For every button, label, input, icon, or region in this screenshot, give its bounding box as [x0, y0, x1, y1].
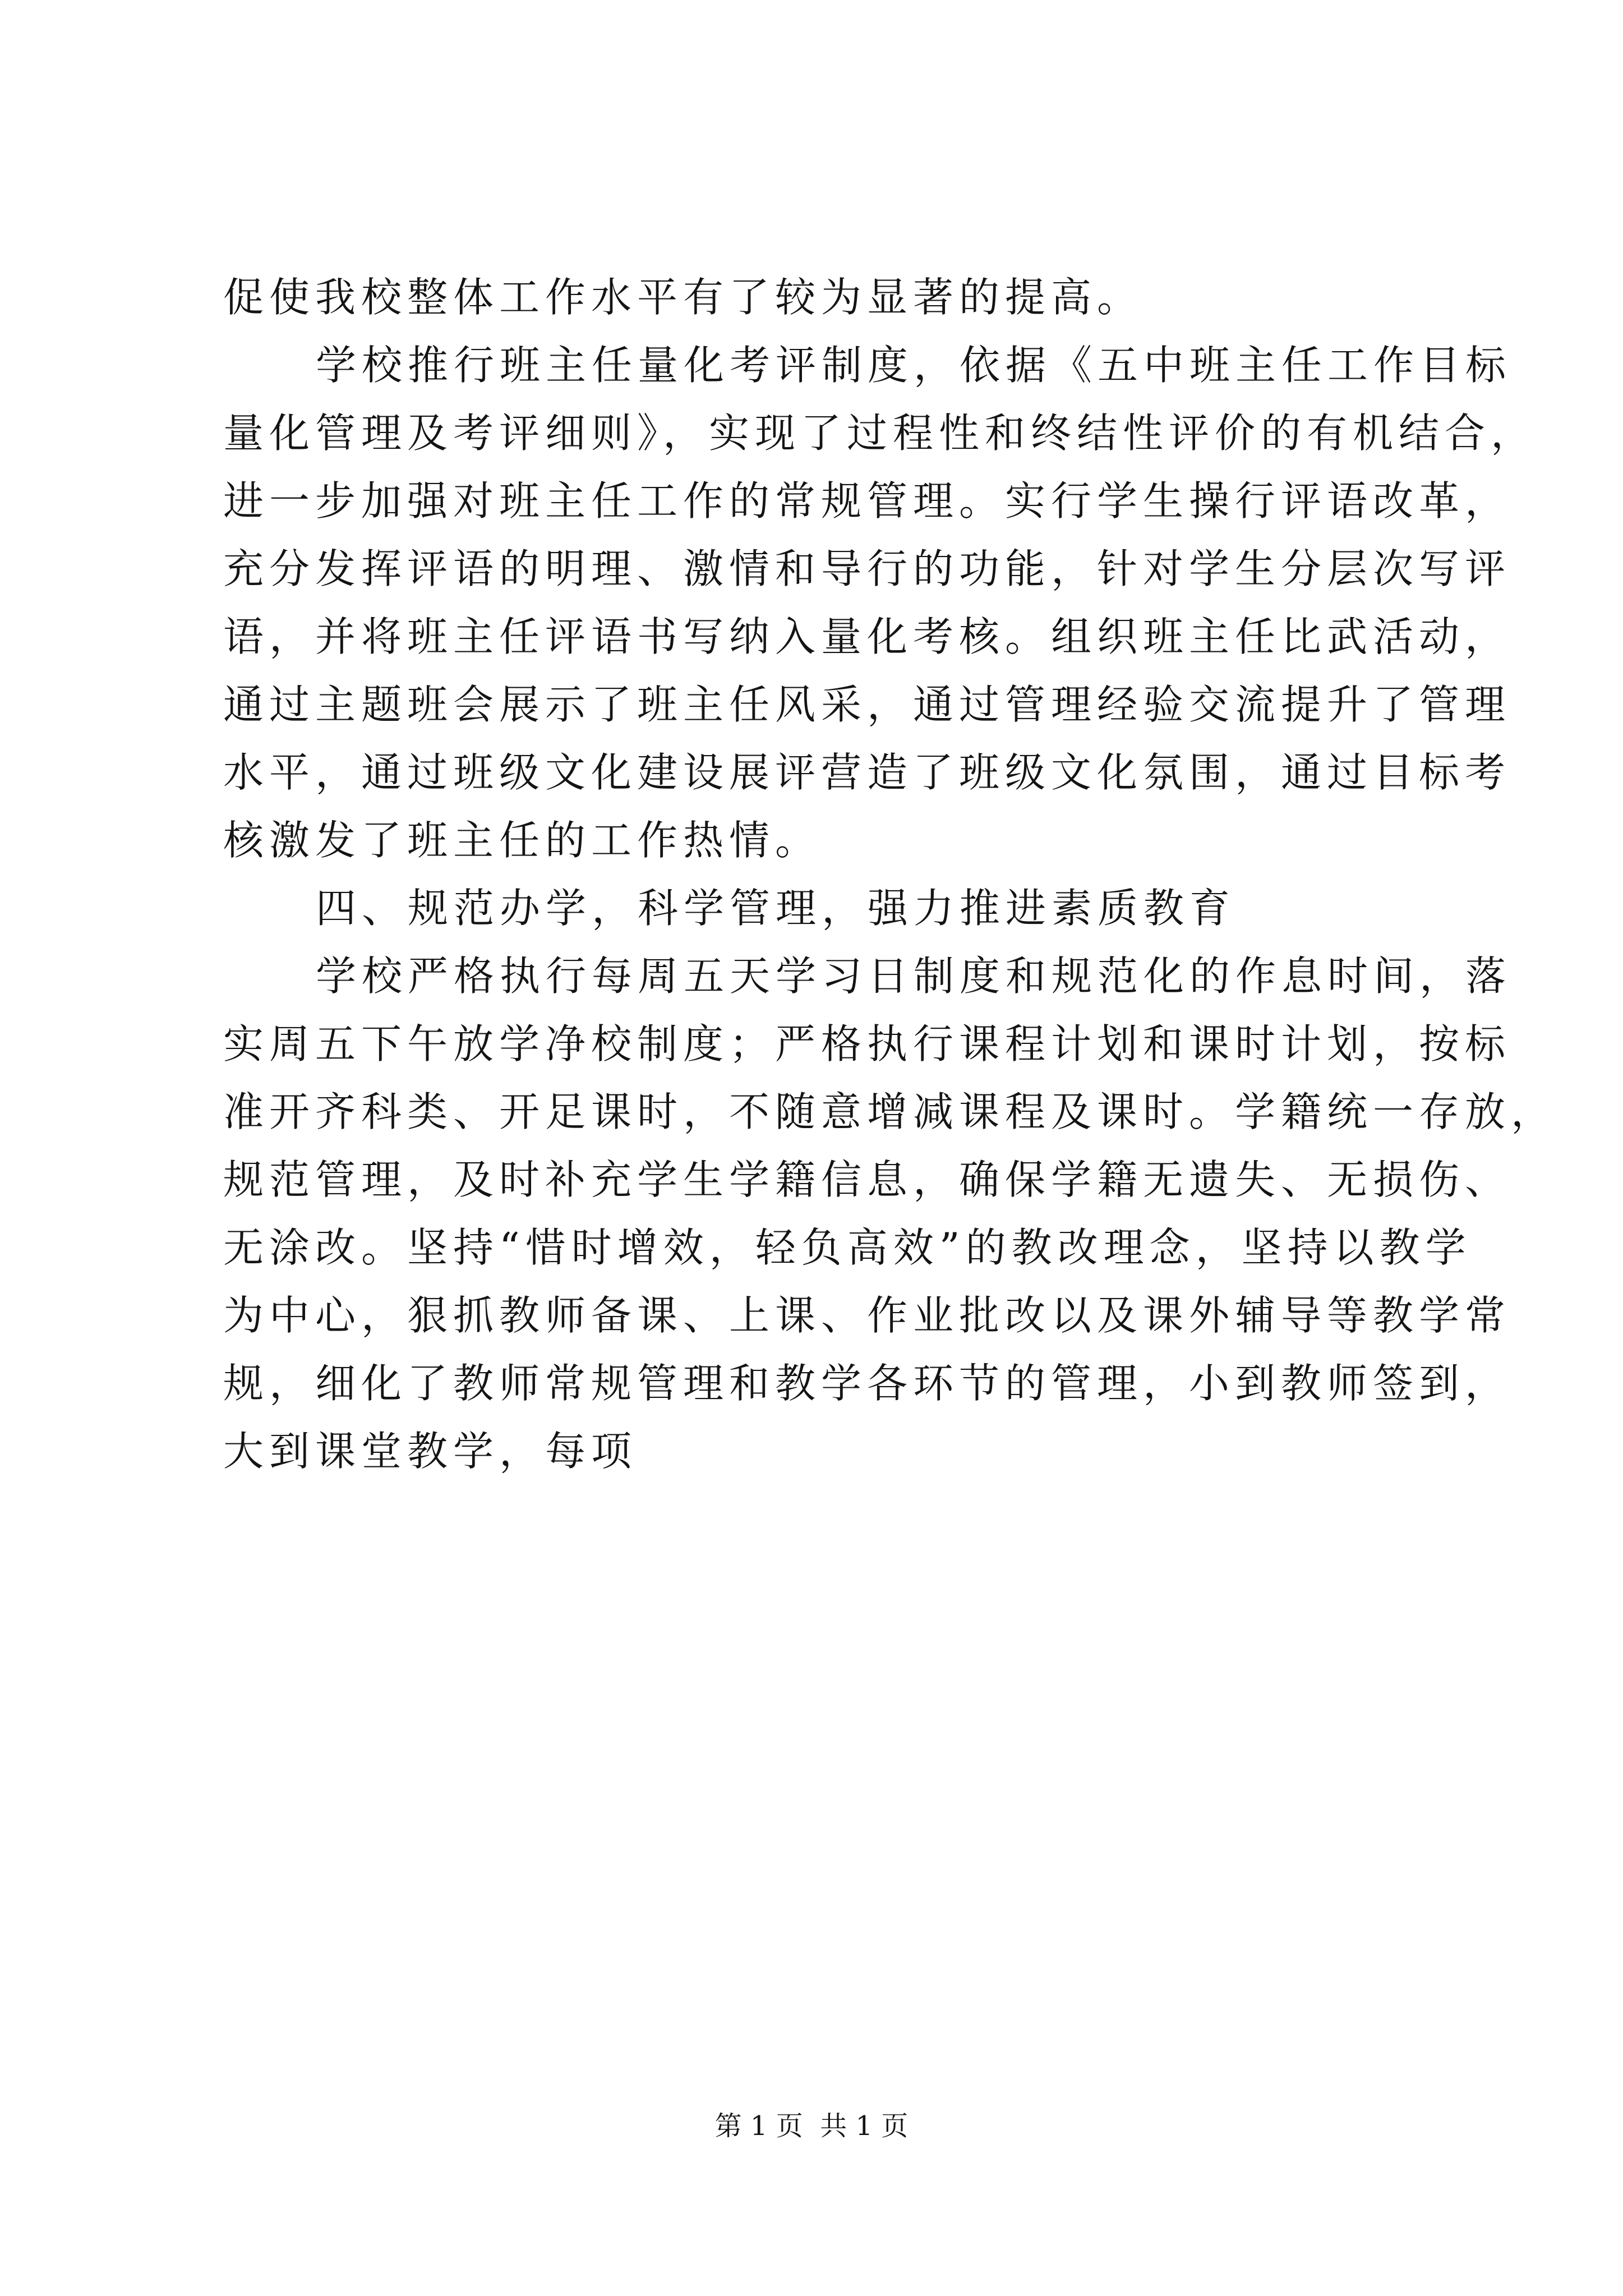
paragraph-line: 进一步加强对班主任工作的常规管理。实行学生操行评语改革，	[223, 477, 1511, 524]
section-heading: 四、规范办学，科学管理，强力推进素质教育	[316, 885, 1236, 932]
paragraph-line: 促使我校整体工作水平有了较为显著的提高。	[223, 274, 1144, 321]
paragraph-line: 准开齐科类、开足课时，不随意增减课程及课时。学籍统一存放，	[223, 1088, 1557, 1135]
paragraph-line: 规范管理，及时补充学生学籍信息，确保学籍无遗失、无损伤、	[223, 1156, 1511, 1203]
document-body	[223, 264, 1557, 1485]
paragraph-line: 语，并将班主任评语书写纳入量化考核。组织班主任比武活动，	[223, 613, 1511, 660]
page-number-footer: 第 1 页 共 1 页	[714, 2110, 909, 2142]
paragraph-line: 量化管理及考评细则》，实现了过程性和终结性评价的有机结合，	[223, 409, 1537, 457]
paragraph-line: 核激发了班主任的工作热情。	[223, 817, 822, 864]
paragraph-line: 学校严格执行每周五天学习日制度和规范化的作息时间，落	[316, 953, 1512, 1000]
paragraph-line: 无涂改。坚持“惜时增效，轻负高效”的教改理念，坚持以教学	[223, 1224, 1472, 1271]
paragraph-line: 通过主题班会展示了班主任风采，通过管理经验交流提升了管理	[223, 681, 1511, 728]
paragraph-line: 实周五下午放学净校制度；严格执行课程计划和课时计划，按标	[223, 1020, 1511, 1068]
paragraph-line: 规，细化了教师常规管理和教学各环节的管理，小到教师签到，	[223, 1360, 1511, 1407]
paragraph-line: 为中心，狠抓教师备课、上课、作业批改以及课外辅导等教学常	[223, 1292, 1511, 1339]
paragraph-line: 学校推行班主任量化考评制度，依据《五中班主任工作目标	[316, 342, 1512, 389]
paragraph-line: 水平，通过班级文化建设展评营造了班级文化氛围，通过目标考	[223, 749, 1511, 796]
paragraph-line: 大到课堂教学，每项	[223, 1428, 638, 1475]
paragraph-line: 充分发挥评语的明理、激情和导行的功能，针对学生分层次写评	[223, 545, 1511, 592]
